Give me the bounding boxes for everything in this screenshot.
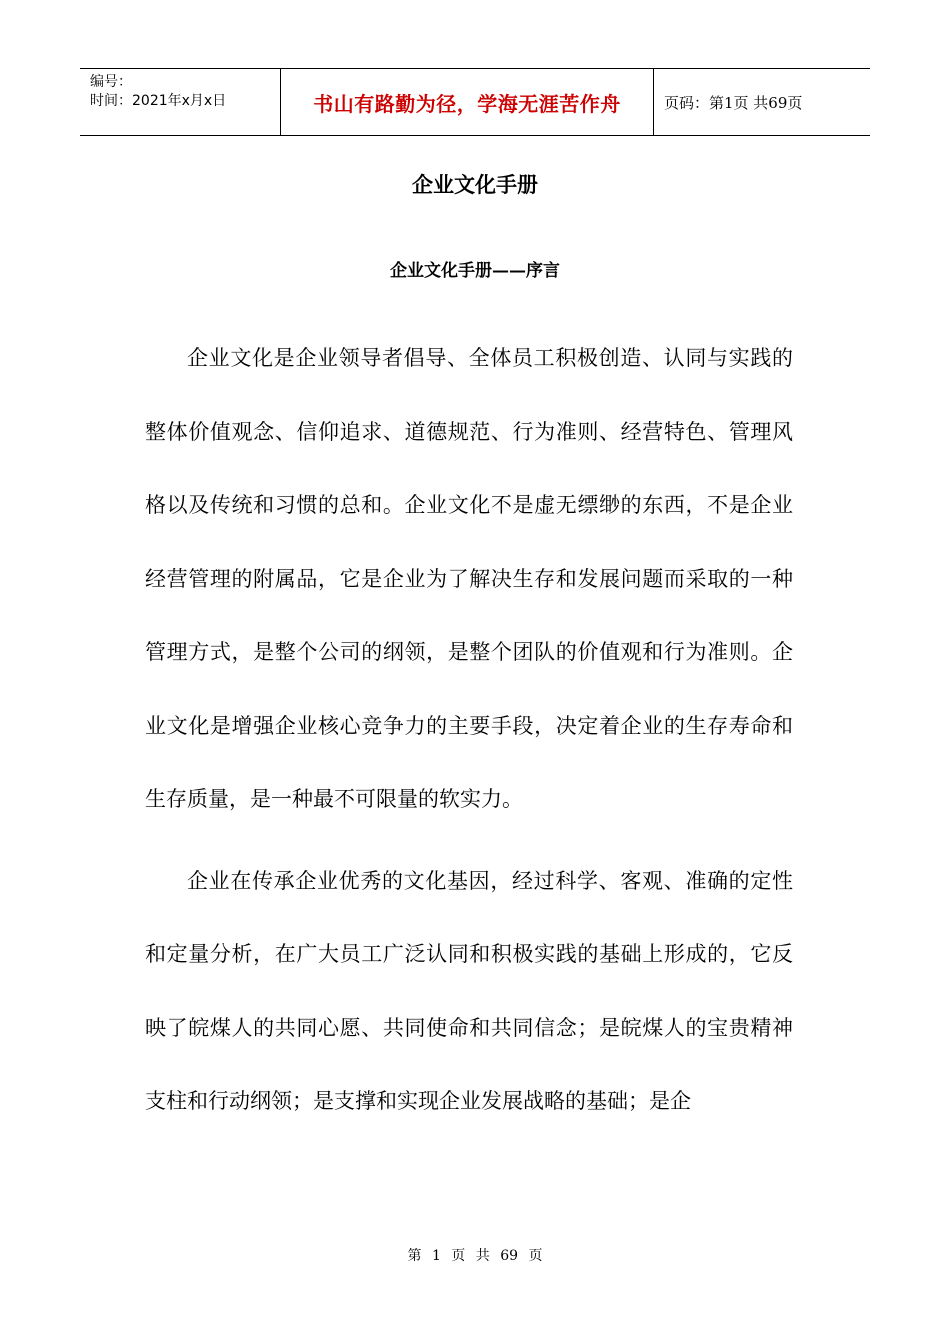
body-paragraph: 企业文化是企业领导者倡导、全体员工积极创造、认同与实践的整体价值观念、信仰追求、道德规范、行为准则、经营特色、管理风格以及传统和习惯的总和。企业文化不是虚无缥缈的东西，不是企业经营管理的附属品，它是企业为了解决生存和发展问题而采取的一种管理方式，是整个公司的纲领，是整个团队的价值观和行为准则。企业文化是增强企业核心竞争力的主要手段，决定着企业的生存寿命和生存质量，是一种最不可限量的软实力。 — [145, 346, 793, 811]
body-paragraph: 企业在传承企业优秀的文化基因，经过科学、客观、准确的定性和定量分析，在广大员工广泛认同和积极实践的基础上形成的，它反映了皖煤人的共同心愿、共同使命和共同信念；是皖煤人的宝贵精神支柱和行动纲领；是支撑和实现企业发展战略的基础；是企 — [145, 868, 793, 1113]
document-subtitle: 企业文化手册——序言 — [390, 261, 560, 281]
header-motto-cell — [281, 69, 654, 135]
page-info: 页码：第1页 共69页 — [664, 93, 803, 112]
document-title: 企业文化手册 — [412, 172, 538, 197]
number-label: 编号： — [90, 74, 132, 90]
motto-text: 书山有路勤为径，学海无涯苦作舟 — [313, 91, 621, 116]
document-body — [145, 322, 793, 1139]
page-footer: 第 1 页 共 69 页 — [407, 1248, 543, 1264]
time-label: 时间：2021年x月x日 — [90, 93, 227, 109]
header-meta-cell — [80, 69, 281, 135]
page-header — [80, 68, 870, 136]
header-page-cell — [654, 69, 870, 135]
